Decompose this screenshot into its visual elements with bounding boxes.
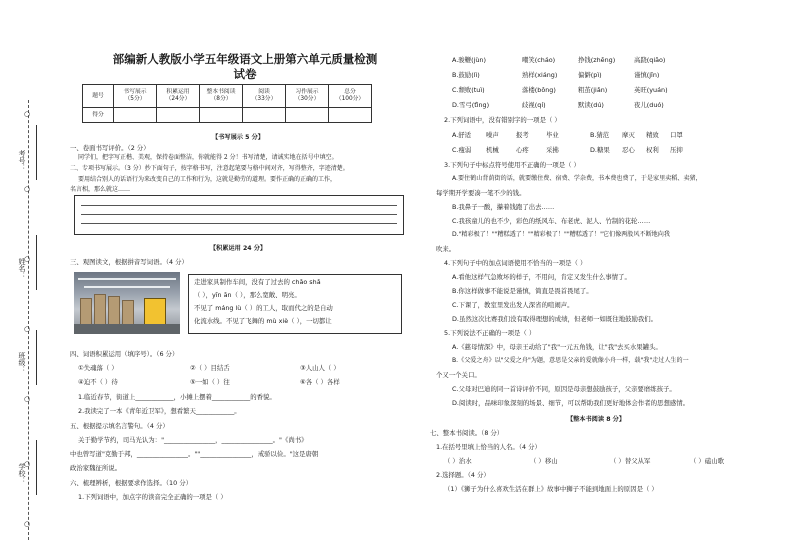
- option-d: D.虽然这次比赛我们没有取得理想的成绩，但老师一如既往地鼓励我们。: [452, 315, 658, 323]
- question-2: 二、专项书写展示。（3 分）抄下面句子，按字格书写，注意起笔要与格中间对齐，写得整齐，字迹清楚。: [70, 165, 349, 172]
- option-a-cont: 每学期开学要凑一笔不少的钱。: [436, 189, 526, 197]
- question-7-2: 2.选择题。（4 分）: [436, 471, 490, 479]
- score-table: [82, 84, 372, 123]
- score-input-cell[interactable]: [157, 108, 200, 123]
- question-4: 四、词语积累运用（填序号）。（6 分）: [70, 350, 179, 358]
- idiom-option: ③人山人（ ）: [300, 364, 340, 372]
- quote-line: 政治家魏征所说。: [70, 464, 122, 472]
- page-title-line2: 试卷: [233, 67, 257, 81]
- shelf: [108, 296, 120, 326]
- option-word: 机械: [486, 146, 499, 154]
- option-word: 英旺(yuán): [634, 86, 668, 94]
- score-cell: 积累运用 （24分）: [157, 85, 200, 108]
- class-field[interactable]: [36, 330, 37, 385]
- question-6-4: 4.下列句子中的加点词语使用不恰当的一项是（ ）: [444, 259, 587, 267]
- fill-name: （ ）治水: [444, 457, 472, 465]
- score-cell: 书写展示 （5分）: [114, 85, 157, 108]
- option-word: 毕业: [546, 131, 559, 139]
- option-word: 心疼: [516, 146, 529, 154]
- fill-name: （ ）磕山歌: [690, 457, 724, 465]
- question-2-text-2: 名言相，那么就这……: [70, 186, 131, 193]
- option-b: B.你这样做事不能说是谨慎，简直是畏首畏尾了。: [452, 287, 593, 295]
- quote-line: 中也曾写道"克勤于邦，________________。""________________，戒骄以俭。"这是唐朝: [70, 450, 319, 458]
- question-6-3: 3.下列句子中标点符号使用不正确的一项是（ ）: [444, 161, 580, 169]
- option-word: 忍心: [622, 146, 635, 154]
- option-word: 压抑: [670, 146, 683, 154]
- binding-mark: ○: [24, 325, 31, 333]
- binding-mark: ○: [24, 110, 31, 118]
- idiom-option: ④迫不（ ）待: [78, 378, 118, 386]
- option-word: 报考: [516, 131, 529, 139]
- idiom-sentence: 1.临近春节，街道上____________，小摊上摆着____________的香貌。: [78, 393, 276, 401]
- school-field[interactable]: [36, 440, 37, 495]
- option-word: 歧视(qí): [522, 101, 546, 109]
- score-cell: 题号: [83, 85, 114, 108]
- quote-line: 关于勤学节约，司马光认为："________________，________________。"《尚书》: [78, 436, 308, 444]
- option-d: D."精彩极了！""糟糕透了！""精彩极了！""糟糕透了！"它们像两股风不断地向我: [452, 231, 670, 238]
- score-cell: 阅读 （33分）: [243, 85, 286, 108]
- option-word: C.瘦弱: [452, 146, 472, 154]
- pinyin-line: 走进家具制作车间，没有了过去的 chǎo shǎ: [194, 278, 321, 286]
- exam-number-label: 考号：: [18, 150, 26, 171]
- option-b: B.鼓励(lì): [452, 71, 480, 79]
- name-field[interactable]: [36, 235, 37, 290]
- option-word: B.猜范: [590, 131, 610, 139]
- option-a: A.《慈母情深》中，母亲王动给了"我"一元五角钱，让"我"去买水果罐头。: [452, 343, 662, 351]
- option-word: 采拂: [546, 146, 559, 154]
- option-word: 谨慎(jǐn): [634, 71, 660, 79]
- question-7: 七、整本书阅读。（8 分）: [430, 429, 504, 437]
- option-word: D.糖果: [590, 146, 610, 154]
- question-7-1: 1.在括号里填上恰当的人名。（4 分）: [436, 443, 541, 451]
- option-c: C.下课了，教室里发出发人深省的喧闹声。: [452, 301, 574, 309]
- option-word: 挣钱(zhēng): [578, 56, 616, 64]
- option-word: 默读(dú): [578, 101, 604, 109]
- option-word: 粗茧(jiǎn): [578, 86, 608, 94]
- option-word: 落楼(bǒng): [522, 86, 556, 94]
- ceiling-beam: [78, 278, 176, 280]
- writing-line: [81, 223, 397, 224]
- shelf: [94, 294, 106, 326]
- option-a: A.要住鹤山背荫街的话，就要缴住费、宿费、学杂费，书本费也费了，于是家里卖稻、卖猪，: [452, 175, 702, 182]
- option-c: C.我孩童儿的也不少，彩色的纸风车、布老虎、泥人、竹制的花轮……: [452, 217, 651, 225]
- fill-name: （ ）移山: [530, 457, 558, 465]
- option-d: D.雪弓(ťìng): [452, 101, 490, 109]
- floor: [74, 324, 180, 334]
- pinyin-line: 化流水线。不见了飞舞的 mù xiè（ ），一切都让: [194, 317, 332, 325]
- forklift-robot: [144, 298, 166, 326]
- option-b: B.《父爱之舟》以"父爱之舟"为题，意思是父亲的爱就像小舟一样，载"我"走过人生的一: [452, 357, 689, 364]
- fill-name: （ ）替父从军: [610, 457, 651, 465]
- question-6-2: 2.下列词语中，没有错别字的一项是（ ）: [444, 116, 561, 124]
- option-word: 高跷(qiāo): [634, 56, 666, 64]
- score-input-cell[interactable]: [114, 108, 157, 123]
- idiom-option: ①失魂落（ ）: [78, 364, 118, 372]
- score-table-score-row: [83, 108, 372, 123]
- option-d-cont: 吹来。: [436, 245, 456, 253]
- option-word: 熟样(xiáng): [522, 71, 558, 79]
- option-word: 精致: [646, 131, 659, 139]
- section-header-book: 【整本书阅读 8 分】: [566, 416, 626, 423]
- question-6: 六、梳理辨析，根据要求作选择。（10 分）: [70, 479, 192, 487]
- option-word: A.舒适: [452, 131, 472, 139]
- score-table-header-row: [83, 85, 372, 108]
- option-d: D.阅读时，品味印象深刻的场景、细节，可以帮助我们更好地体会作者的思想感情。: [452, 399, 690, 407]
- question-7-2-1: （1）《狮子为什么喜欢生活在群上》故事中狮子不能到地面上的原因是（ ）: [444, 485, 658, 493]
- pinyin-line: （ ），yīn ān（ ），那么宽敞、明亮。: [194, 291, 301, 299]
- option-b-cont: 个又一个关口。: [436, 371, 481, 379]
- idiom-option: ⑤一如（ ）往: [190, 378, 230, 386]
- option-word: 嘲笑(cháo): [522, 56, 556, 64]
- section-header-accumulate: 【积累运用 24 分】: [209, 245, 267, 252]
- question-5: 五、根据提示填名言警句。（4 分）: [70, 422, 169, 430]
- question-1: 一、卷面书写评价。（2 分）: [70, 144, 150, 152]
- option-c: C.颓败(tuì): [452, 86, 485, 94]
- score-cell: 整本书阅读 （8分）: [200, 85, 243, 108]
- option-word: 噪声: [486, 131, 499, 139]
- writing-line: [81, 205, 397, 206]
- option-word: 偏僻(pì): [578, 71, 602, 79]
- name-label: 姓名：: [18, 258, 26, 279]
- binding-dashed-line: [28, 100, 29, 540]
- exam-number-field[interactable]: [36, 125, 37, 180]
- option-word: 口罩: [670, 131, 683, 139]
- option-a: A.看他这样气急败坏的样子，不用问，肯定又发生什么事情了。: [452, 273, 631, 281]
- score-cell: 习作展示 （30分）: [286, 85, 329, 108]
- ceiling-beam: [84, 286, 170, 288]
- shelf: [122, 300, 134, 326]
- idiom-option: ②（ ）目结舌: [190, 364, 230, 372]
- binding-mark: ○: [24, 520, 31, 528]
- pinyin-line: 不见了 máng lù（ ）的工人，取而代之的是自动: [194, 304, 333, 312]
- binding-mark: ○: [24, 185, 31, 193]
- score-input-cell[interactable]: [200, 108, 243, 123]
- factory-photo: [74, 272, 180, 334]
- binding-mark: ○: [24, 255, 31, 263]
- idiom-sentence: 2.我读完了一本《青年近卫军》，想看繁天____________。: [78, 407, 241, 415]
- writing-line: [81, 214, 397, 215]
- question-3: 三、观图读文，根据拼音写词语。（4 分）: [70, 258, 188, 266]
- section-header-writing: 【书写展示 5 分】: [212, 134, 264, 141]
- idiom-option: ⑥各（ ）各样: [300, 378, 340, 386]
- school-label: 学校：: [18, 463, 26, 484]
- option-word: 摩灭: [622, 131, 635, 139]
- question-1-text: 同学们，把字写正楷、美观，保持卷面整洁，你就能得 2 分！书写清楚，请诚实地在括号中填空。: [78, 154, 338, 161]
- binding-mark: ○: [24, 395, 31, 403]
- shelf: [80, 298, 92, 326]
- question-6-5: 5.下列说法不正确的一项是（ ）: [444, 329, 536, 337]
- option-a: A.骏鞭(jùn): [452, 56, 486, 64]
- option-word: 夜儿(duó): [634, 101, 664, 109]
- question-2-text: 要用结合别人的话语行为来改变自己的工作和行为，这就是勤劳的道理。要作正确的正确的工作，: [78, 176, 337, 183]
- writing-box[interactable]: [74, 195, 404, 235]
- question-6-1: 1.下列词语中，加点字的读音完全正确的一项是（ ）: [78, 493, 227, 501]
- score-cell: 得分: [83, 108, 114, 123]
- binding-mark: ○: [24, 460, 31, 468]
- score-input-cell[interactable]: [243, 108, 286, 123]
- option-word: 权利: [646, 146, 659, 154]
- score-input-cell[interactable]: [329, 108, 372, 123]
- page-title: 部编新人教版小学五年级语文上册第六单元质量检测: [112, 52, 378, 66]
- class-label: 班级：: [18, 352, 26, 373]
- score-input-cell[interactable]: [286, 108, 329, 123]
- option-c: C.父母对巴迪的同一首诗评价不同，原因是母亲想鼓励孩子，父亲要磨练孩子。: [452, 385, 676, 393]
- score-cell: 总分 （100分）: [329, 85, 372, 108]
- option-b: B.我鼻子一酸，攥着钱跑了出去……: [452, 203, 555, 211]
